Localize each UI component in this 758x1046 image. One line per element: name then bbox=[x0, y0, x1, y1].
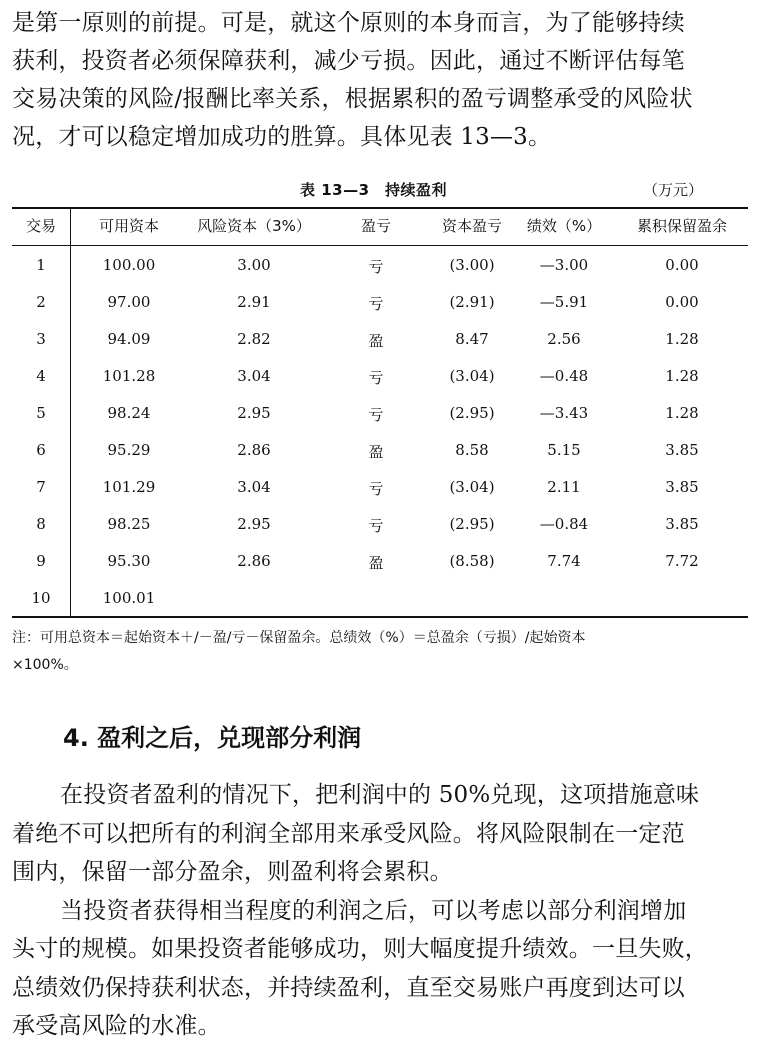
header-risk-capital: 风险资本（3%） bbox=[197, 217, 311, 235]
table-row bbox=[12, 468, 748, 505]
text-line: 获利，投资者必须保障获利，减少亏损。因此，通过不断评估每笔 bbox=[12, 48, 685, 74]
text-line: 承受高风险的水准。 bbox=[12, 1013, 221, 1039]
cell-capital-pl: 8.58 bbox=[455, 441, 489, 459]
cell-profit-loss: 盈 bbox=[368, 332, 384, 350]
cell-performance: —0.48 bbox=[539, 367, 589, 385]
table-title: 表 13—3 持续盈利 bbox=[300, 181, 448, 199]
cell-capital-pl: (8.58) bbox=[449, 552, 495, 570]
table-bottom-rule bbox=[12, 616, 748, 618]
cell-capital-pl: (2.95) bbox=[449, 404, 495, 422]
cell-capital-pl: (3.04) bbox=[449, 478, 495, 496]
cell-retained-earnings: 1.28 bbox=[665, 367, 699, 385]
cell-risk-capital: 2.86 bbox=[237, 441, 271, 459]
section-heading: 4. 盈利之后，兑现部分利润 bbox=[63, 724, 362, 752]
table-note bbox=[12, 625, 752, 679]
table-header-row bbox=[12, 215, 748, 239]
table-row bbox=[12, 579, 748, 616]
table-row bbox=[12, 246, 748, 283]
note-line: 注：可用总资本＝起始资本＋/－盈/亏－保留盈余。总绩效（%）＝总盈余（亏损）/起始资本 bbox=[12, 630, 586, 646]
cell-performance: 7.74 bbox=[547, 552, 581, 570]
text-line: 况，才可以稳定增加成功的胜算。具体见表 13—3。 bbox=[12, 124, 552, 150]
cell-risk-capital: 2.95 bbox=[237, 515, 271, 533]
cell-risk-capital: 2.91 bbox=[237, 293, 271, 311]
cell-trade: 4 bbox=[36, 367, 46, 385]
table-row bbox=[12, 320, 748, 357]
cell-performance: —3.00 bbox=[539, 256, 589, 274]
cell-available-capital: 98.25 bbox=[107, 515, 151, 533]
cell-risk-capital: 2.82 bbox=[237, 330, 271, 348]
table-row bbox=[12, 431, 748, 468]
cell-capital-pl: (2.91) bbox=[449, 293, 495, 311]
text-line: 总绩效仍保持获利状态，并持续盈利，直至交易账户再度到达可以 bbox=[12, 974, 685, 1001]
cell-trade: 1 bbox=[36, 256, 46, 274]
cell-performance: 2.56 bbox=[547, 330, 581, 348]
cell-trade: 9 bbox=[36, 552, 46, 570]
cell-performance: —3.43 bbox=[539, 404, 589, 422]
cell-performance: 2.11 bbox=[547, 478, 581, 496]
header-capital-pl: 资本盈亏 bbox=[441, 217, 502, 235]
cell-available-capital: 95.30 bbox=[107, 552, 151, 570]
cell-retained-earnings: 3.85 bbox=[665, 441, 699, 459]
cell-trade: 10 bbox=[31, 589, 51, 607]
header-performance: 绩效（%） bbox=[526, 217, 602, 235]
cell-profit-loss: 亏 bbox=[368, 517, 384, 535]
cell-profit-loss: 亏 bbox=[368, 406, 384, 424]
cell-available-capital: 101.29 bbox=[102, 478, 156, 496]
header-profit-loss: 盈亏 bbox=[360, 217, 391, 235]
cell-profit-loss: 亏 bbox=[368, 258, 384, 276]
cell-retained-earnings: 3.85 bbox=[665, 478, 699, 496]
cell-retained-earnings: 1.28 bbox=[665, 330, 699, 348]
cell-trade: 6 bbox=[36, 441, 46, 459]
cell-profit-loss: 亏 bbox=[368, 295, 384, 313]
cell-available-capital: 95.29 bbox=[107, 441, 151, 459]
cell-available-capital: 100.00 bbox=[102, 256, 156, 274]
cell-profit-loss: 盈 bbox=[368, 443, 384, 461]
cell-available-capital: 94.09 bbox=[107, 330, 151, 348]
table-row bbox=[12, 505, 748, 542]
cell-available-capital: 97.00 bbox=[107, 293, 151, 311]
cell-risk-capital: 3.00 bbox=[237, 256, 271, 274]
table-unit: （万元） bbox=[643, 181, 704, 199]
cell-risk-capital: 2.95 bbox=[237, 404, 271, 422]
cell-profit-loss: 盈 bbox=[368, 554, 384, 572]
cell-trade: 5 bbox=[36, 404, 46, 422]
table-row bbox=[12, 394, 748, 431]
text-line: 在投资者盈利的情况下，把利润中的 50%兑现，这项措施意味 bbox=[60, 782, 700, 808]
table-row bbox=[12, 283, 748, 320]
text-line: 是第一原则的前提。可是，就这个原则的本身而言，为了能够持续 bbox=[12, 10, 685, 36]
table-row bbox=[12, 542, 748, 579]
cell-risk-capital: 2.86 bbox=[237, 552, 271, 570]
cell-capital-pl: (2.95) bbox=[449, 515, 495, 533]
header-available-capital: 可用资本 bbox=[98, 217, 159, 235]
cell-capital-pl: (3.04) bbox=[449, 367, 495, 385]
text-line: 着绝不可以把所有的利润全部用来承受风险。将风险限制在一定范 bbox=[12, 820, 685, 847]
cell-risk-capital: 3.04 bbox=[237, 367, 271, 385]
cell-trade: 8 bbox=[36, 515, 46, 533]
cell-retained-earnings: 0.00 bbox=[665, 256, 699, 274]
cell-available-capital: 101.28 bbox=[102, 367, 156, 385]
header-trade: 交易 bbox=[25, 217, 56, 235]
text-line: 当投资者获得相当程度的利润之后，可以考虑以部分利润增加 bbox=[60, 897, 687, 924]
cell-retained-earnings: 1.28 bbox=[665, 404, 699, 422]
cell-capital-pl: (3.00) bbox=[449, 256, 495, 274]
text-line: 交易决策的风险/报酬比率关系，根据累积的盈亏调整承受的风险状 bbox=[12, 86, 693, 112]
table-caption bbox=[0, 179, 758, 201]
cell-retained-earnings: 7.72 bbox=[665, 552, 699, 570]
cell-performance: —0.84 bbox=[539, 515, 589, 533]
cell-capital-pl: 8.47 bbox=[455, 330, 489, 348]
note-line: ×100%。 bbox=[12, 657, 78, 673]
cell-performance: 5.15 bbox=[547, 441, 581, 459]
text-line: 围内，保留一部分盈余，则盈利将会累积。 bbox=[12, 859, 453, 885]
body-paragraphs bbox=[12, 776, 752, 1046]
cell-retained-earnings: 0.00 bbox=[665, 293, 699, 311]
cell-available-capital: 98.24 bbox=[107, 404, 151, 422]
cell-risk-capital: 3.04 bbox=[237, 478, 271, 496]
cell-available-capital: 100.01 bbox=[102, 589, 156, 607]
cell-trade: 7 bbox=[36, 478, 46, 496]
cell-performance: —5.91 bbox=[539, 293, 589, 311]
header-retained-earnings: 累积保留盈余 bbox=[636, 217, 727, 235]
text-line: 头寸的规模。如果投资者能够成功，则大幅度提升绩效。一旦失败， bbox=[12, 936, 708, 962]
table-top-rule bbox=[12, 207, 748, 209]
table-row bbox=[12, 357, 748, 394]
cell-profit-loss: 亏 bbox=[368, 369, 384, 387]
cell-profit-loss: 亏 bbox=[368, 480, 384, 498]
cell-retained-earnings: 3.85 bbox=[665, 515, 699, 533]
cell-trade: 3 bbox=[36, 330, 46, 348]
intro-paragraph bbox=[12, 4, 752, 156]
cell-trade: 2 bbox=[36, 293, 46, 311]
